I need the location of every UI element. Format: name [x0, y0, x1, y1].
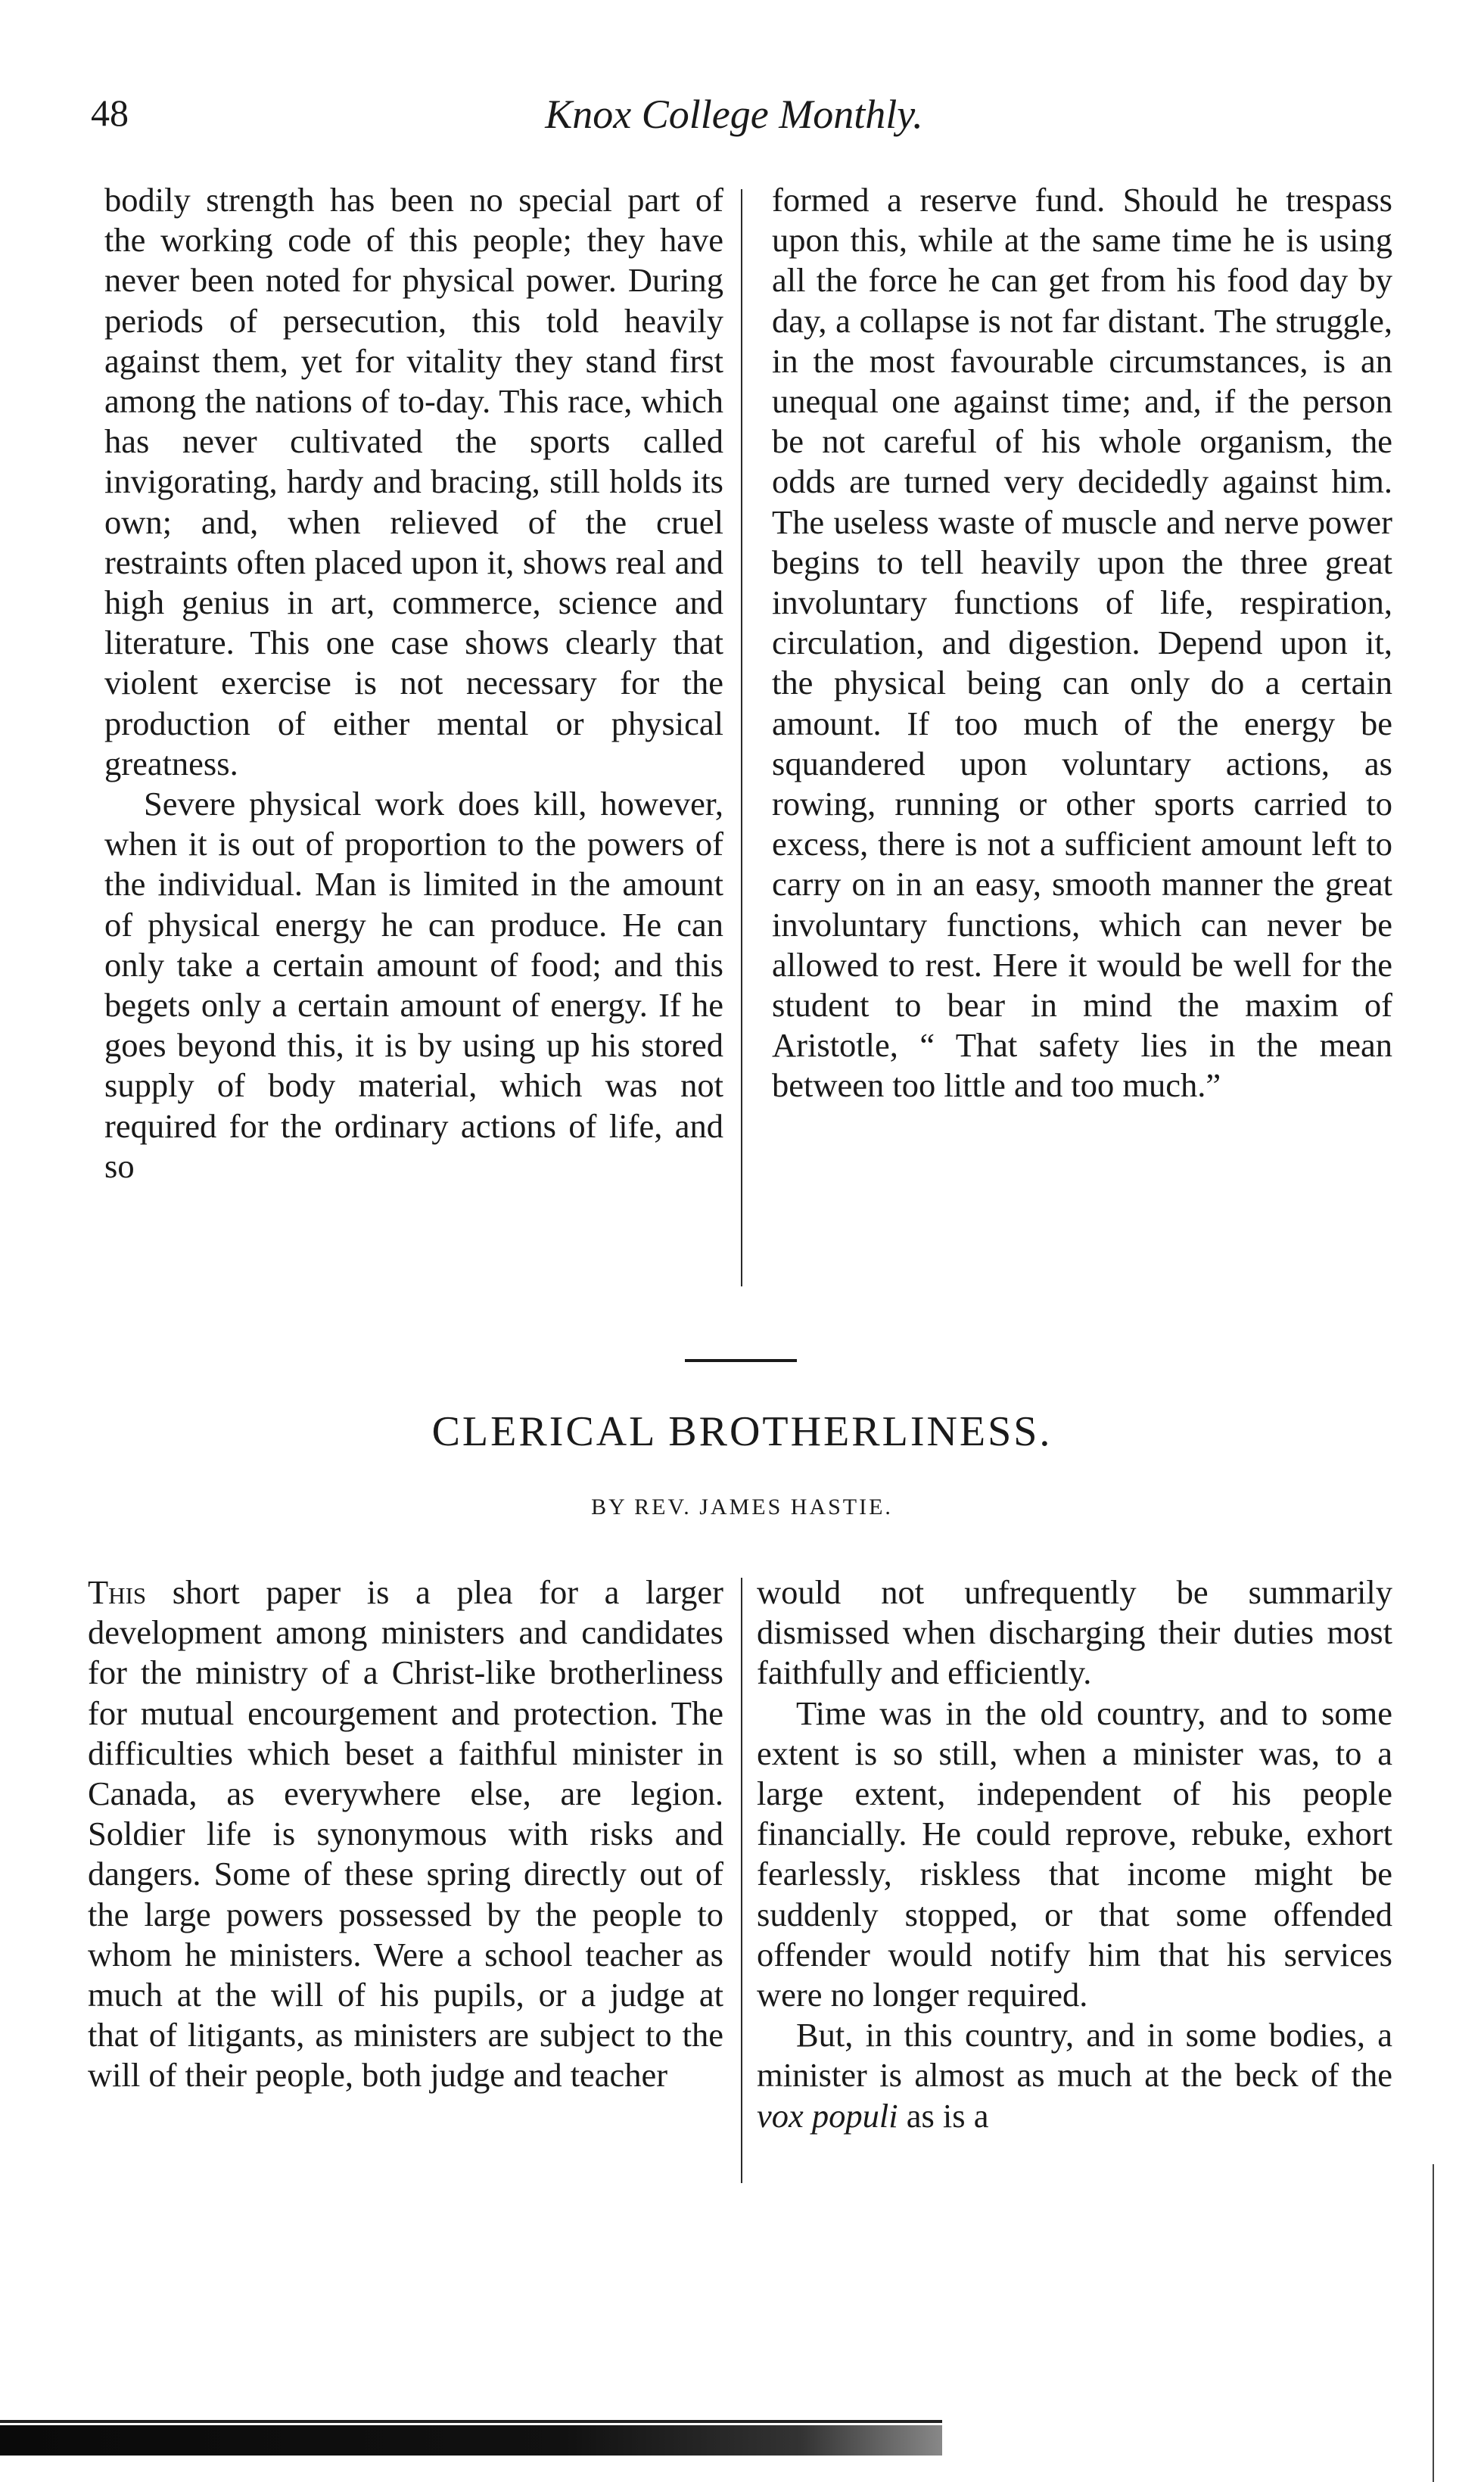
paragraph: would not unfrequently be summarily dismissed when discharging their duties most faithfully and efficiently.: [757, 1573, 1392, 1692]
latin-phrase: vox populi: [757, 2096, 898, 2135]
page-edge-mark: [1433, 2164, 1434, 2482]
top-left-column: [104, 180, 723, 1187]
scan-edge-shadow: [0, 2425, 942, 2456]
paragraph: [88, 1572, 723, 2096]
page-number: 48: [91, 92, 129, 134]
journal-title: Knox College Monthly.: [545, 92, 923, 137]
article-title: CLERICAL BROTHERLINESS.: [431, 1408, 1053, 1455]
paragraph: Time was in the old country, and to some extent is so still, when a minister was, to a large extent, independent of his people financially. He could reprove, rebuke, exhort fearlessly, riskless that income might be suddenly stopped, or that some offended offender would notify him that his services were no longer required.: [757, 1694, 1392, 2014]
article-left-column: [88, 1572, 723, 2096]
opening-word: This: [88, 1573, 147, 1611]
article-right-column: [757, 1572, 1392, 2136]
section-divider: [685, 1359, 797, 1362]
article-byline: BY REV. JAMES HASTIE.: [591, 1494, 893, 1519]
scan-edge-line: [0, 2420, 942, 2423]
paragraph-text: short paper is a plea for a larger development among ministers and candidates for the ministry of a Christ-like brotherliness for mutual encourgement and protection. The difficulties which beset a faithful minister in Canada, as everywhere else, are legion. Soldier life is synonymous with risks and dangers. Some of these spring directly out of the large powers possessed by the people to whom he ministers. Were a school teacher as much at the will of his pupils, or a judge at that of litigants, as ministers are subject to the will of their people, both judge and teacher: [88, 1573, 723, 2095]
paragraph-text: as is a: [898, 2096, 989, 2135]
top-right-column: [772, 180, 1392, 1106]
paragraph: Severe physical work does kill, however, when it is out of proportion to the powers of the individual. Man is limited in the amount of physical energy he can produce. He can only take a certain amount of food; and this begets only a certain amount of energy. If he goes beyond this, it is by using up his stored supply of body material, which was not required for the ordinary actions of life, and so: [104, 785, 723, 1185]
column-divider: [741, 1578, 742, 2183]
paragraph: formed a reserve fund. Should he trespass upon this, while at the same time he is using all the force he can get from his food day by day, a collapse is not far distant. The struggle, in the most favourable circumstances, is an unequal one against time; and, if the person be not careful of his whole organism, the odds are turned very decidedly against him. The useless waste of muscle and nerve power begins to tell heavily upon the three great involuntary functions of life, respiration, circulation, and digestion. Depend upon it, the physical being can only do a certain amount. If too much of the energy be squandered upon voluntary actions, as rowing, running or other sports carried to excess, there is not a sufficient amount left to carry on in an easy, smooth manner the great involuntary functions, which can never be allowed to rest. Here it would be well for the student to bear in mind the maxim of Aristotle, “ That safety lies in the mean between too little and too much.”: [772, 181, 1392, 1105]
running-head: [91, 91, 1377, 151]
paragraph-text: But, in this country, and in some bodies, a minister is almost as much at the beck of the: [757, 2016, 1392, 2095]
column-divider: [741, 189, 742, 1286]
paragraph: [757, 2015, 1392, 2136]
paragraph: bodily strength has been no special part of the working code of this people; they have never been noted for physical power. During periods of persecution, this told heavily against them, yet for vitality they stand first among the nations of to-day. This race, which has never cultivated the sports called invigorating, hardy and bracing, still holds its own; and, when relieved of the cruel restraints often placed upon it, shows real and high genius in art, commerce, science and literature. This one case shows clearly that violent exercise is not necessary for the production of either mental or physical greatness.: [104, 181, 723, 782]
